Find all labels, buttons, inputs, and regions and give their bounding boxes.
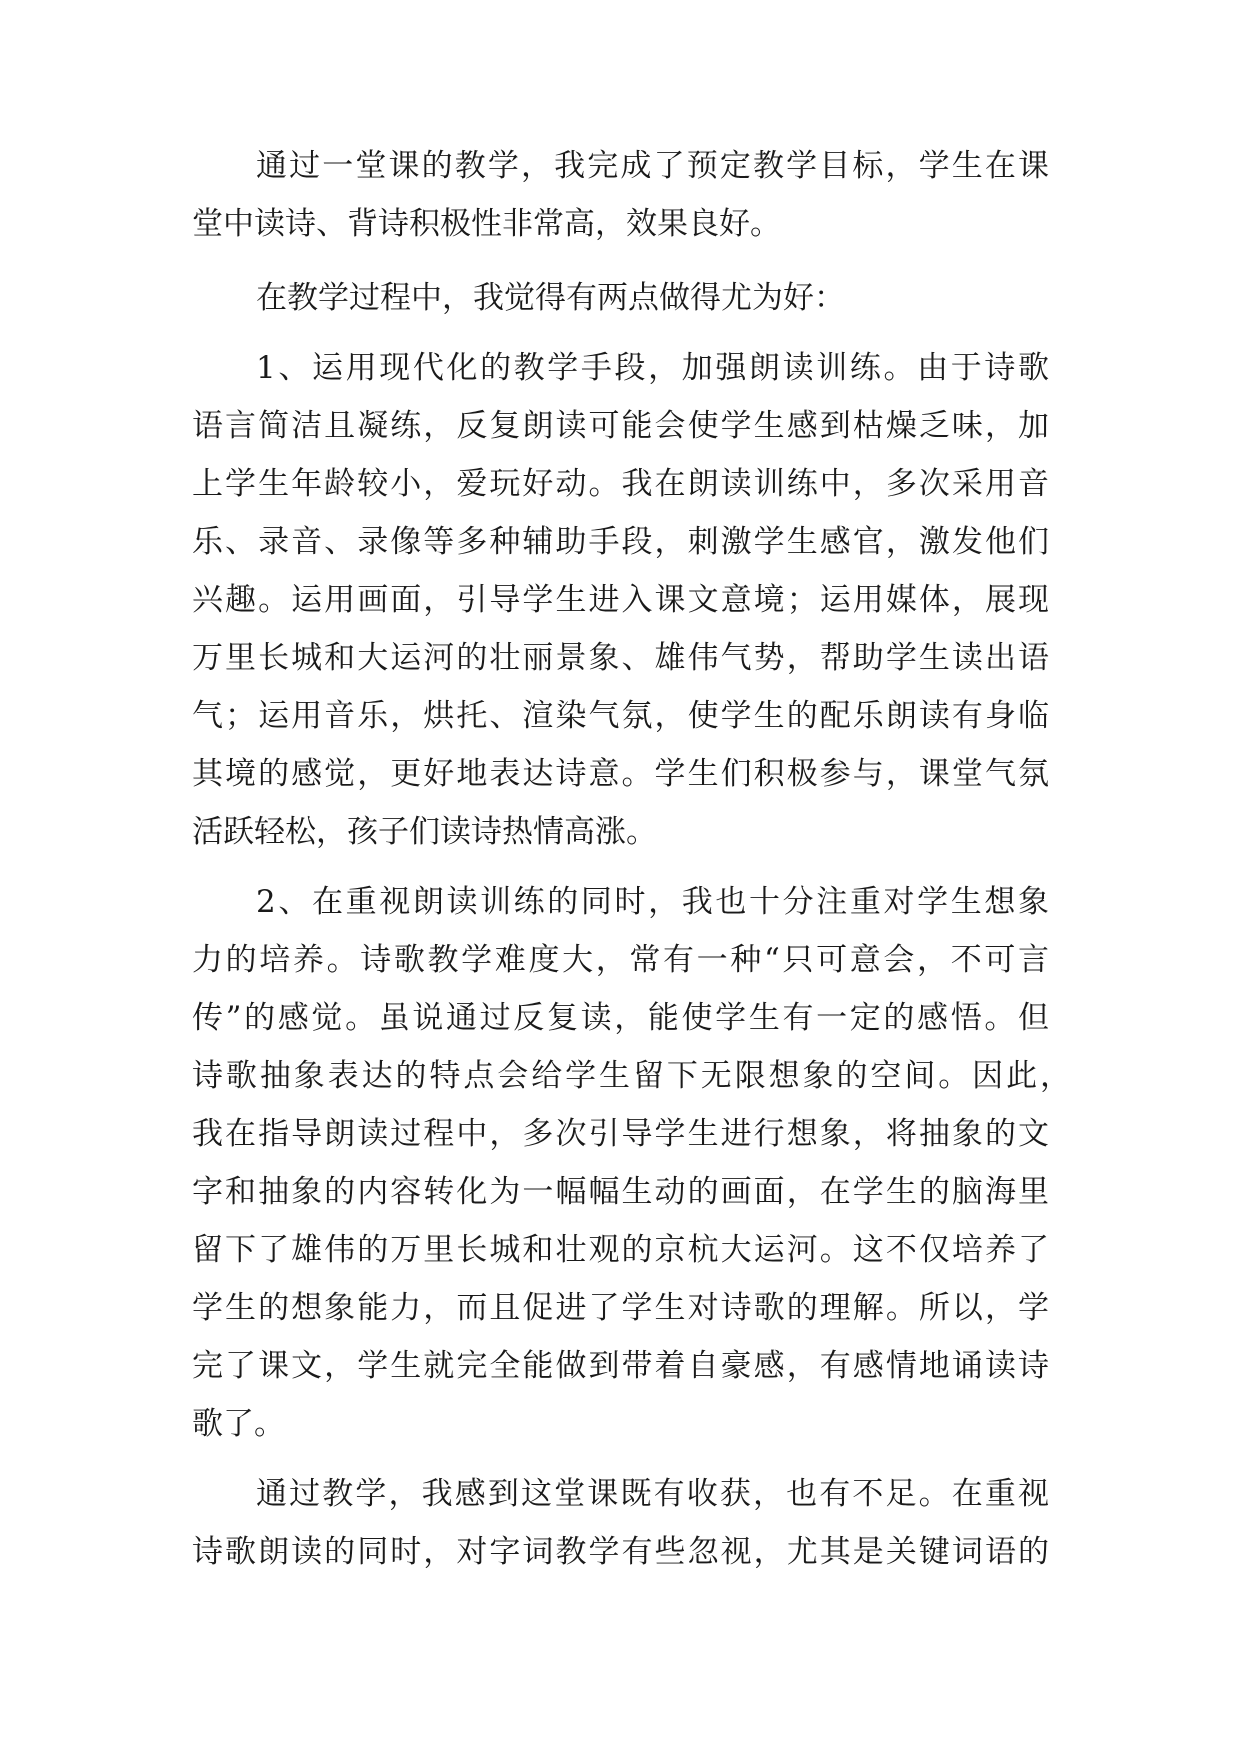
text-line: 上学生年龄较小，爱玩好动。我在朗读训练中，多次采用音: [192, 466, 1049, 502]
text-line: 学生的想象能力，而且促进了学生对诗歌的理解。所以，学: [192, 1290, 1049, 1326]
text-line: 其境的感觉，更好地表达诗意。学生们积极参与，课堂气氛: [192, 756, 1049, 792]
text-line: 乐、录音、录像等多种辅助手段，刺激学生感官，激发他们: [192, 524, 1049, 560]
text-line: 字和抽象的内容转化为一幅幅生动的画面，在学生的脑海里: [192, 1174, 1049, 1210]
text-line: 通过教学，我感到这堂课既有收获，也有不足。在重视: [256, 1476, 1049, 1512]
text-line: 我在指导朗读过程中，多次引导学生进行想象，将抽象的文: [192, 1116, 1049, 1152]
text-line: 完了课文，学生就完全能做到带着自豪感，有感情地诵读诗: [192, 1348, 1049, 1384]
text-line: 语言简洁且凝练，反复朗读可能会使学生感到枯燥乏味，加: [192, 408, 1049, 444]
text-line: 留下了雄伟的万里长城和壮观的京杭大运河。这不仅培养了: [192, 1232, 1049, 1268]
text-line: 活跃轻松，孩子们读诗热情高涨。: [192, 814, 657, 850]
text-line: 诗歌抽象表达的特点会给学生留下无限想象的空间。因此，: [192, 1058, 1071, 1094]
text-line: 诗歌朗读的同时，对字词教学有些忽视，尤其是关键词语的: [192, 1534, 1049, 1570]
text-line: 堂中读诗、背诗积极性非常高，效果良好。: [192, 206, 781, 242]
text-line: 力的培养。诗歌教学难度大，常有一种“只可意会，不可言: [192, 942, 1049, 978]
text-line: 万里长城和大运河的壮丽景象、雄伟气势，帮助学生读出语: [192, 640, 1049, 676]
text-line: 气；运用音乐，烘托、渲染气氛，使学生的配乐朗读有身临: [192, 698, 1049, 734]
text-line: 兴趣。运用画面，引导学生进入课文意境；运用媒体，展现: [192, 582, 1049, 618]
text-line: 歌了。: [192, 1406, 285, 1442]
text-line: 通过一堂课的教学，我完成了预定教学目标，学生在课: [256, 148, 1049, 184]
text-line: 在教学过程中，我觉得有两点做得尤为好：: [256, 280, 845, 316]
text-line: 1、运用现代化的教学手段，加强朗读训练。由于诗歌: [256, 350, 1049, 386]
text-line: 传”的感觉。虽说通过反复读，能使学生有一定的感悟。但: [192, 1000, 1049, 1036]
text-line: 2、在重视朗读训练的同时，我也十分注重对学生想象: [256, 884, 1049, 920]
